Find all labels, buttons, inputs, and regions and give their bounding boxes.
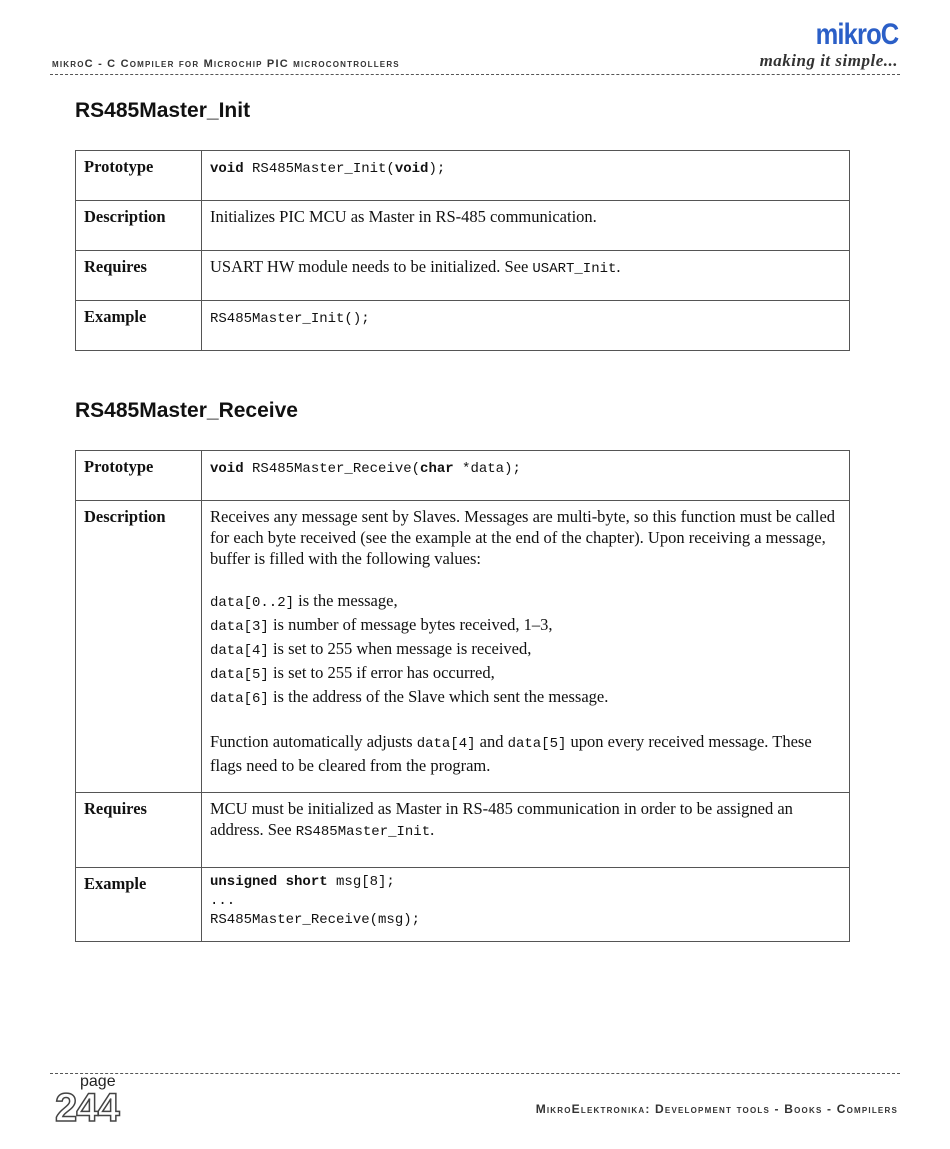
example-value: RS485Master_Init();: [202, 301, 850, 351]
header-divider: [50, 74, 900, 75]
requires-value: USART HW module needs to be initialized. See USART_Init.: [202, 251, 850, 301]
description-value: [202, 501, 850, 793]
tagline: making it simple...: [759, 51, 898, 70]
section-title-init: RS485Master_Init: [75, 99, 251, 122]
footer-title: MikroElektronika: Development tools - Books - Compilers: [535, 1102, 898, 1116]
example-row: [76, 301, 850, 351]
prototype-row: [76, 151, 850, 201]
receive-table: [75, 450, 850, 942]
prototype-row: [76, 451, 850, 501]
example-line: unsigned short msg[8];: [210, 874, 395, 890]
example-label: Example: [76, 868, 202, 942]
description-item: data[4] is set to 255 when message is received,: [210, 639, 532, 659]
mikroc-logo: mikroC: [815, 18, 898, 51]
description-row: [76, 201, 850, 251]
description-label: Description: [76, 201, 202, 251]
example-label: Example: [76, 301, 202, 351]
example-row: [76, 868, 850, 942]
description-row: [76, 501, 850, 793]
description-label: Description: [76, 501, 202, 793]
section-title-receive: RS485Master_Receive: [75, 399, 298, 422]
description-value: Initializes PIC MCU as Master in RS-485 communication.: [202, 201, 850, 251]
prototype-label: Prototype: [76, 451, 202, 501]
description-item: data[6] is the address of the Slave which sent the message.: [210, 687, 609, 707]
requires-value: MCU must be initialized as Master in RS-485 communication in order to be assigned an address. See RS485Master_Init.: [202, 793, 850, 868]
init-table: [75, 150, 850, 351]
requires-row: [76, 251, 850, 301]
description-item: data[3] is number of message bytes received, 1–3,: [210, 615, 553, 635]
example-line: RS485Master_Receive(msg);: [210, 912, 421, 928]
description-intro: Receives any message sent by Slaves. Messages are multi-byte, so this function must be called for each byte received (see the example at the end of the chapter). Upon receiving a message, buffer is filled with the following values:: [210, 507, 836, 568]
footer-divider: [50, 1073, 900, 1074]
prototype-value: void RS485Master_Receive(char *data);: [202, 451, 850, 501]
description-outro: Function automatically adjusts data[4] and data[5] upon every received message. These flags need to be cleared from the program.: [210, 732, 812, 775]
prototype-label: Prototype: [76, 151, 202, 201]
prototype-value: void RS485Master_Init(void);: [202, 151, 850, 201]
requires-row: [76, 793, 850, 868]
header-title: mikroC - C Compiler for Microchip PIC microcontrollers: [52, 58, 400, 70]
description-item: data[0..2] is the message,: [210, 591, 398, 611]
page-number: 244: [55, 1086, 119, 1130]
example-value: [202, 868, 850, 942]
page-label: page: [80, 1073, 116, 1090]
description-item: data[5] is set to 255 if error has occurred,: [210, 663, 495, 683]
requires-label: Requires: [76, 793, 202, 868]
requires-label: Requires: [76, 251, 202, 301]
example-line: ...: [210, 893, 236, 909]
